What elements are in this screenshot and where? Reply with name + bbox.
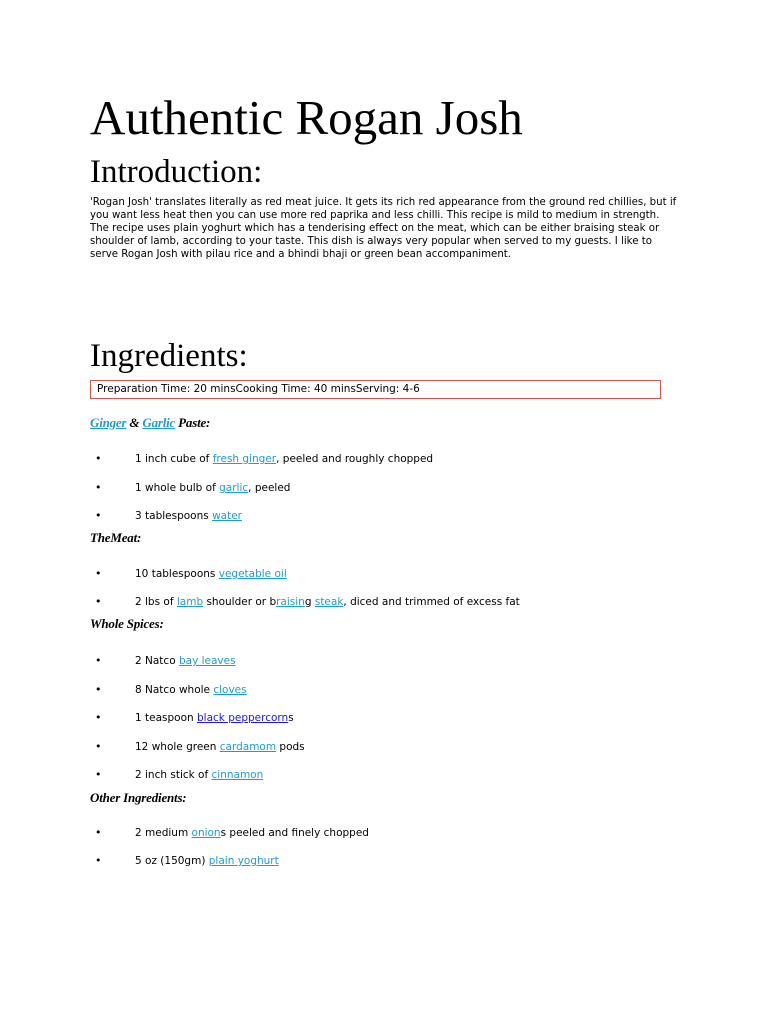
- ginger-link[interactable]: Ginger: [90, 415, 127, 430]
- ingredient-link[interactable]: vegetable oil: [218, 568, 287, 580]
- bullet-icon: •: [95, 740, 102, 753]
- raising-link[interactable]: raisin: [276, 596, 305, 608]
- ingredient-link[interactable]: water: [212, 510, 242, 522]
- paste-heading-rest: Paste:: [175, 415, 211, 430]
- meat-heading: TheMeat:: [90, 530, 142, 545]
- bullet-icon: •: [95, 826, 102, 839]
- item-text: 8 Natco whole: [135, 684, 214, 696]
- ingredient-link[interactable]: black peppercorn: [197, 712, 289, 724]
- bullet-icon: •: [95, 854, 102, 867]
- lamb-link[interactable]: lamb: [176, 596, 204, 608]
- item-text: g: [304, 596, 315, 608]
- item-text: pods: [276, 741, 305, 753]
- item-text: 12 whole green: [135, 741, 220, 753]
- bullet-icon: •: [95, 711, 102, 724]
- bullet-icon: •: [95, 567, 102, 580]
- item-text: , diced and trimmed of excess fat: [343, 596, 520, 608]
- ingredients-heading: Ingredients:: [90, 338, 248, 374]
- item-text: 2 lbs of: [135, 596, 177, 608]
- item-text: , peeled: [248, 482, 291, 494]
- paste-heading: [90, 414, 210, 432]
- item-text: shoulder or b: [203, 596, 277, 608]
- bullet-icon: •: [95, 654, 102, 667]
- ingredient-link[interactable]: cloves: [213, 684, 247, 696]
- bullet-icon: •: [95, 768, 102, 781]
- ingredient-link[interactable]: cardamom: [219, 741, 277, 753]
- item-text: 2 Natco: [135, 655, 179, 667]
- item-text: s: [288, 712, 294, 724]
- bullet-icon: •: [95, 595, 102, 608]
- ingredient-link[interactable]: plain yoghurt: [208, 855, 279, 867]
- paste-heading-amp: &: [126, 415, 143, 430]
- steak-link[interactable]: steak: [314, 596, 344, 608]
- item-text: 5 oz (150gm): [135, 855, 209, 867]
- item-text: 3 tablespoons: [135, 510, 213, 522]
- item-text: s peeled and finely chopped: [220, 827, 369, 839]
- recipe-info-box: Preparation Time: 20 minsCooking Time: 40 minsServing: 4-6: [90, 380, 661, 399]
- item-text: 2 inch stick of: [135, 769, 212, 781]
- bullet-icon: •: [95, 452, 102, 465]
- ingredient-link[interactable]: onion: [191, 827, 221, 839]
- item-text: 1 teaspoon: [135, 712, 198, 724]
- bullet-icon: •: [95, 683, 102, 696]
- introduction-heading: Introduction:: [90, 154, 263, 190]
- bullet-icon: •: [95, 509, 102, 522]
- page-title: Authentic Rogan Josh: [90, 90, 523, 145]
- item-text: 2 medium: [135, 827, 192, 839]
- other-ingredients-heading: Other Ingredients:: [90, 790, 187, 805]
- ingredient-link[interactable]: bay leaves: [178, 655, 236, 667]
- item-text: , peeled and roughly chopped: [276, 453, 434, 465]
- spices-heading: Whole Spices:: [90, 616, 164, 631]
- ingredient-link[interactable]: fresh ginger: [212, 453, 277, 465]
- ingredient-link[interactable]: cinnamon: [211, 769, 264, 781]
- introduction-text: 'Rogan Josh' translates literally as red meat juice. It gets its rich red appearance from the ground red chillies, but if you want less heat then you can use more red paprika and less chilli. This recipe is mild to medium in strength. The recipe uses plain yoghurt which has a tenderising effect on the meat, which can be either braising steak or shoulder of lamb, according to your taste. This dish is always very popular when served to my guests. I like to serve Rogan Josh with pilau rice and a bhindi bhaji or green bean accompaniment.: [90, 197, 677, 260]
- item-text: 1 whole bulb of: [135, 482, 220, 494]
- bullet-icon: •: [95, 481, 102, 494]
- garlic-link[interactable]: Garlic: [142, 415, 176, 430]
- ingredient-link[interactable]: garlic: [219, 482, 249, 494]
- item-text: 10 tablespoons: [135, 568, 219, 580]
- item-text: 1 inch cube of: [135, 453, 213, 465]
